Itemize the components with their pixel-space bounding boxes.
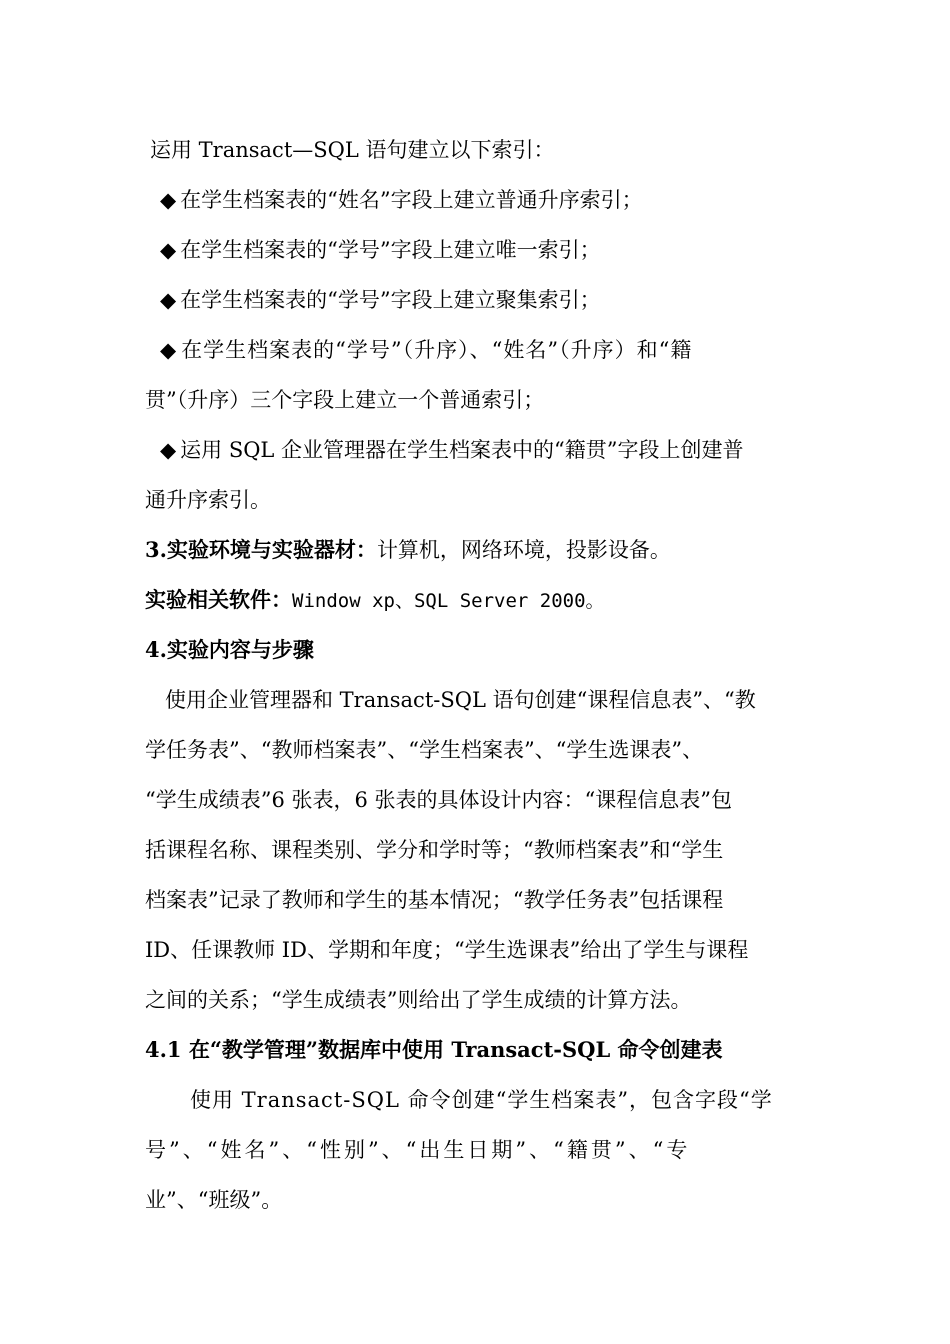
bullet-item: ◆ 运用 SQL 企业管理器在学生档案表中的“籍贯”字段上创建普 [160,435,828,465]
paragraph-line: 使用企业管理器和 Transact-SQL 语句创建“课程信息表”、“教 [165,688,756,712]
paragraph-line: 档案表”记录了教师和学生的基本情况；“教学任务表”包括课程 [145,888,724,912]
paragraph-line: ID、任课教师 ID、学期和年度；“学生选课表”给出了学生与课程 [145,938,749,962]
bullet-item: ◆ 在学生档案表的“姓名”字段上建立普通升序索引； [160,185,828,215]
env-text: 计算机，网络环境，投影设备。 [376,538,671,562]
diamond-bullet-icon: ◆ [160,338,178,362]
bullet-item: ◆ 在学生档案表的“学号”（升序）、“姓名”（升序）和“籍 [160,335,828,365]
paragraph-line: 学任务表”、“教师档案表”、“学生档案表”、“学生选课表”、 [145,738,704,762]
diamond-bullet-icon: ◆ [160,238,177,262]
intro-line: 运用 Transact—SQL 语句建立以下索引： [150,138,555,162]
bullet-item: ◆ 在学生档案表的“学号”字段上建立唯一索引； [160,235,828,265]
section-heading-4: 4.实验内容与步骤 [145,637,314,662]
env-label: 3.实验环境与实验器材： [145,537,377,562]
env-line [145,535,813,565]
diamond-bullet-icon: ◆ [160,438,177,462]
diamond-bullet-icon: ◆ [160,188,177,212]
paragraph-line: 之间的关系；“学生成绩表”则给出了学生成绩的计算方法。 [145,988,692,1012]
bullet-item-continuation: 通升序索引。 [145,488,271,512]
paragraph-line: “学生成绩表”6 张表，6 张表的具体设计内容：“课程信息表”包 [145,788,733,812]
paragraph-line: 括课程名称、课程类别、学分和学时等；“教师档案表”和“学生 [145,838,724,862]
paragraph-line: 号”、“姓名”、“性别”、“出生日期”、“籍贯”、“专 [145,1138,691,1162]
software-label: 实验相关软件： [145,587,292,612]
section-heading-4-1: 4.1 在“教学管理”数据库中使用 Transact-SQL 命令创建表 [145,1037,723,1062]
paragraph-line: 业”、“班级”。 [145,1188,283,1212]
software-text: Window xp、SQL Server 2000。 [292,590,605,612]
paragraph-line: 使用 Transact-SQL 命令创建“学生档案表”，包含字段“学 [190,1088,773,1112]
diamond-bullet-icon: ◆ [160,288,177,312]
bullet-item-continuation: 贯”（升序）三个字段上建立一个普通索引； [145,388,545,412]
software-line [145,585,813,616]
bullet-item: ◆ 在学生档案表的“学号”字段上建立聚集索引； [160,285,828,315]
